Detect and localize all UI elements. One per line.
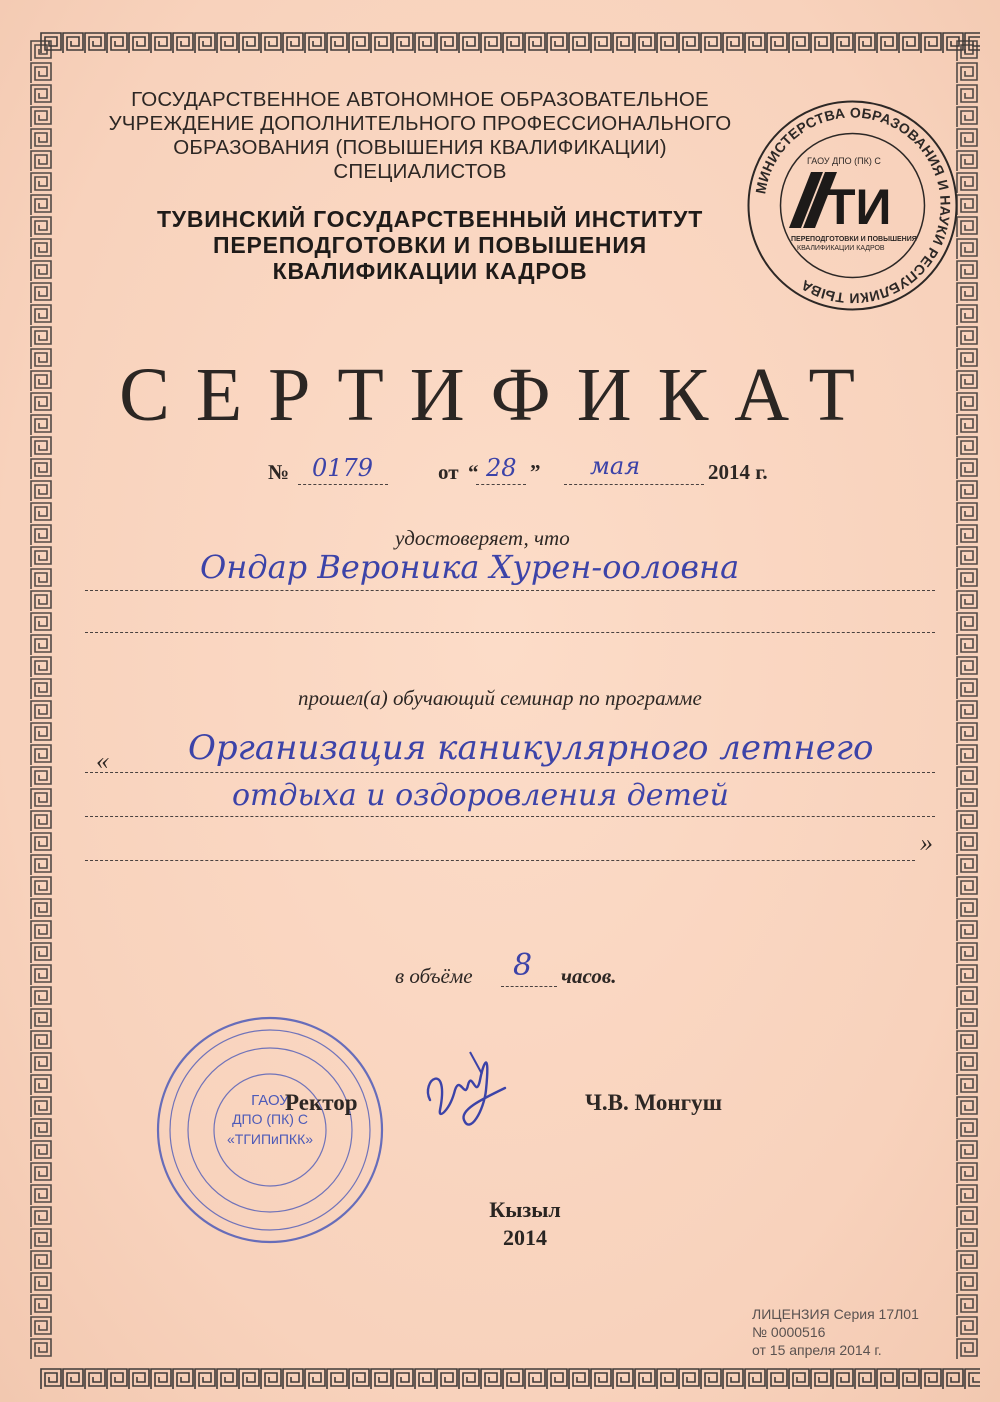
license-line: ЛИЦЕНЗИЯ Серия 17Л01 xyxy=(752,1306,919,1322)
header-line: ОБРАЗОВАНИЯ (ПОВЫШЕНИЯ КВАЛИФИКАЦИИ) xyxy=(173,136,667,159)
from-label: от xyxy=(438,460,459,484)
header-line: УЧРЕЖДЕНИЕ ДОПОЛНИТЕЛЬНОГО ПРОФЕССИОНАЛЬНОГО xyxy=(108,112,732,135)
handwritten-signature xyxy=(410,1040,520,1150)
license-line: № 0000516 xyxy=(752,1324,826,1340)
volume-prefix: в объёме xyxy=(395,964,473,988)
institute-name xyxy=(70,206,790,284)
logo-ring-text: МИНИСТЕРСТВА ОБРАЗОВАНИЯ И НАУКИ РЕСПУБЛИКИ ТЫВА xyxy=(752,104,954,307)
institute-logo xyxy=(745,98,960,313)
program-line-1: Организация каникулярного летнего xyxy=(188,728,874,768)
certifies-label: удостоверяет, что xyxy=(395,526,570,550)
place-name: Кызыл xyxy=(489,1197,561,1222)
certificate-month: мая xyxy=(590,452,641,480)
logo-top-label: ГАОУ ДПО (ПК) С xyxy=(807,156,881,166)
logo-mark: ТИ xyxy=(825,179,892,235)
place-block xyxy=(400,1196,650,1252)
recipient-name: Ондар Вероника Хурен-ооловна xyxy=(200,548,740,586)
number-label: № xyxy=(268,460,290,484)
bottom-border-ornament xyxy=(40,1368,980,1390)
header-line: ГОСУДАРСТВЕННОЕ АВТОНОМНОЕ ОБРАЗОВАТЕЛЬНОЕ xyxy=(131,88,709,111)
signature-title: Ректор xyxy=(285,1090,358,1115)
seal-text: «ТГИПиПКК» xyxy=(226,1131,314,1147)
certificate-number: 0179 xyxy=(312,454,374,482)
program-line-2: отдыха и оздоровления детей xyxy=(232,778,730,813)
logo-caption: ПЕРЕПОДГОТОВКИ И ПОВЫШЕНИЯ xyxy=(791,236,917,243)
place-year: 2014 xyxy=(503,1225,547,1250)
volume-hours: 8 xyxy=(513,948,533,983)
program-open-quote: « xyxy=(96,746,109,775)
seal-text: ГАОУ xyxy=(251,1092,289,1109)
license-line: от 15 апреля 2014 г. xyxy=(752,1342,882,1358)
institute-line: ТУВИНСКИЙ ГОСУДАРСТВЕННЫЙ ИНСТИТУТ xyxy=(156,206,704,232)
volume-row xyxy=(395,948,655,990)
official-seal xyxy=(150,1010,390,1250)
rector-name: Ч.В. Монгуш xyxy=(585,1090,722,1115)
organization-header xyxy=(70,88,770,184)
left-border-ornament xyxy=(30,40,52,1360)
logo-caption: КВАЛИФИКАЦИИ КАДРОВ xyxy=(797,245,885,252)
institute-line: ПЕРЕПОДГОТОВКИ И ПОВЫШЕНИЯ xyxy=(212,232,647,258)
number-date-row xyxy=(268,452,788,494)
completed-label: прошел(а) обучающий семинар по программе xyxy=(298,686,702,710)
certificate-year: 2014 г. xyxy=(708,460,768,484)
program-close-quote: » xyxy=(920,828,933,857)
header-line: СПЕЦИАЛИСТОВ xyxy=(333,160,507,183)
license-info xyxy=(752,1305,919,1359)
volume-suffix: часов. xyxy=(561,964,617,988)
top-border-ornament xyxy=(40,32,980,54)
certificate-title: СЕРТИФИКАТ xyxy=(119,353,881,437)
close-quote: ” xyxy=(530,460,541,484)
institute-line: КВАЛИФИКАЦИИ КАДРОВ xyxy=(272,258,588,284)
certificate-day: 28 xyxy=(486,454,517,482)
open-quote: “ xyxy=(468,460,479,484)
seal-text: ДПО (ПК) С xyxy=(232,1111,308,1127)
